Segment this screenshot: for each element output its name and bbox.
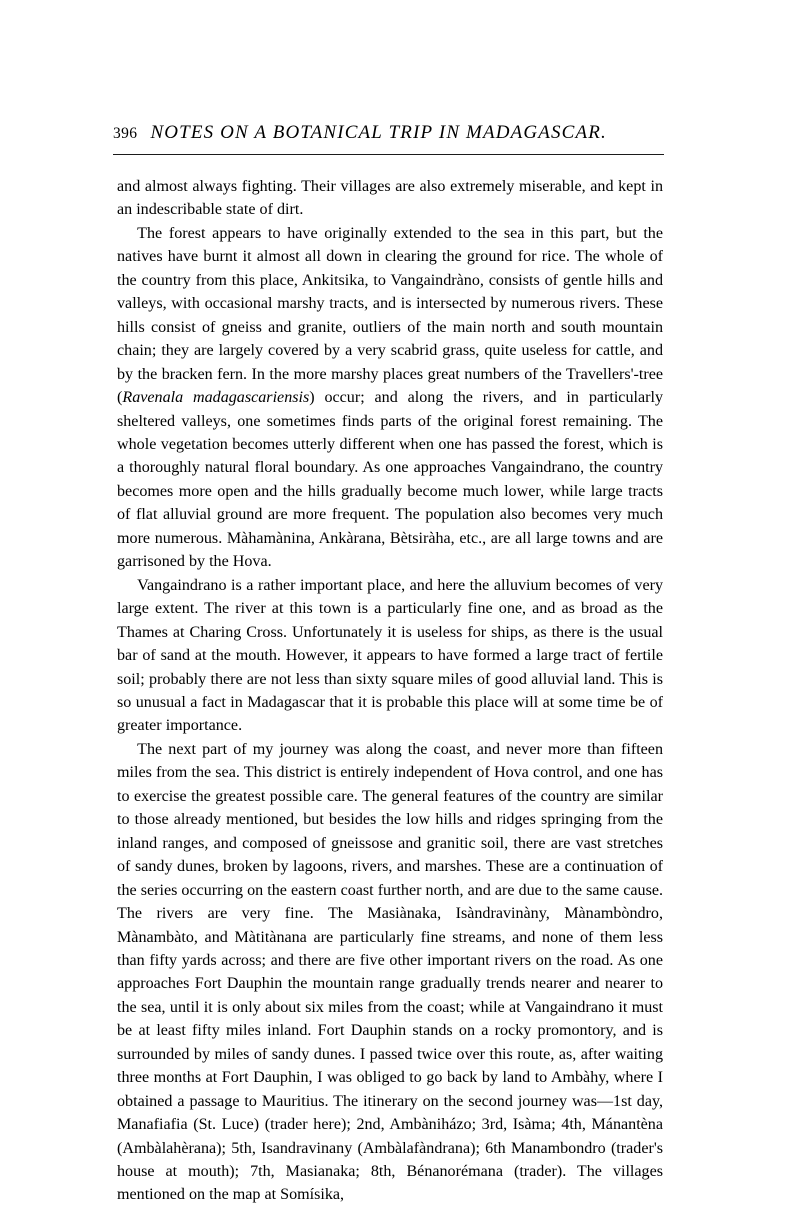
body-text xyxy=(117,175,663,1207)
paragraph-vangaindrano: Vangaindrano is a rather important place, and here the alluvium becomes of very large extent. The river at this town is a particularly fine one, and as broad as the Thames at Charing Cross. Unfortunately it is useless for ships, as there is the usual bar of sand at the mouth. However, it appears to have formed a large tract of fertile soil; probably there are not less than sixty square miles of good alluvial land. This is so unusual a fact in Madagascar that it is probable this place will at some time be of greater importance. xyxy=(117,576,663,735)
paragraph-journey: The next part of my journey was along the coast, and never more than fifteen miles from the sea. This district is entirely independent of Hova control, and one has to exercise the greatest possible care. The general features of the country are similar to those already mentioned, but besides the low hills and ridges springing from the inland ranges, and composed of gneissose and granitic soil, there are vast stretches of sandy dunes, broken by lagoons, rivers, and marshes. These are a continuation of the series occurring on the eastern coast further north, and are due to the same cause. The rivers are very fine. The Masiànaka, Isàndravinàny, Mànambòndro, Mànambàto, and Màtitànana are particularly fine streams, and none of them less than fifty yards across; and there are five other important rivers on the road. As one approaches Fort Dauphin the mountain range gradually trends nearer and nearer to the sea, until it is only about six miles from the coast; while at Vangaindrano it must be at least fifty miles inland. Fort Dauphin stands on a rocky promontory, and is surrounded by miles of sandy dunes. I passed twice over this route, as, after waiting three months at Fort Dauphin, I was obliged to go back by land to Ambàhy, where I obtained a passage to Mauritius. The itinerary on the second journey was—1st day, Manafiafia (St. Luce) (trader here); 2nd, Ambàniházo; 3rd, Isàma; 4th, Mánantèna (Ambàlahèrana); 5th, Isandravinany (Ambàlafàndrana); 6th Manambondro (trader's house at mouth); 7th, Masianaka; 8th, Bénanorémana (trader). The villages mentioned on the map at Somísika, xyxy=(117,740,663,1204)
species-name-ravenala: Ravenala madagascariensis xyxy=(122,389,310,407)
paragraph-continuation: and almost always fighting. Their villages are also extremely miserable, and kept in an indescribable state of dirt. xyxy=(117,178,663,219)
header-rule xyxy=(113,154,664,155)
paragraph-forest xyxy=(117,222,663,574)
page-number: 396 xyxy=(113,125,138,142)
running-title: NOTES ON A BOTANICAL TRIP IN MADAGASCAR. xyxy=(150,122,607,143)
page-header xyxy=(113,122,665,144)
paragraph-forest-part2: ) occur; and along the rivers, and in particularly sheltered valleys, one sometimes finds parts of the original forest remaining. The whole vegetation becomes utterly different when one has passed the forest, which is a thoroughly natural floral boundary. As one approaches Vangaindrano, the country becomes more open and the hills gradually become much lower, while large tracts of flat alluvial ground are more frequent. The population also becomes very much more numerous. Màhamànina, Ankàrana, Bètsiràha, etc., are all large towns and are garrisoned by the Hova. xyxy=(117,389,663,571)
paragraph-forest-part1: The forest appears to have originally extended to the sea in this part, but the natives have burnt it almost all down in clearing the ground for rice. The whole of the country from this place, Ankitsika, to Vangaindràno, consists of gentle hills and valleys, with occasional marshy tracts, and is intersected by numerous rivers. These hills consist of gneiss and granite, outliers of the main north and south mountain chain; they are largely covered by a very scabrid grass, quite useless for cattle, and by the bracken fern. In the more marshy places great numbers of the Travellers'-tree ( xyxy=(117,224,663,407)
